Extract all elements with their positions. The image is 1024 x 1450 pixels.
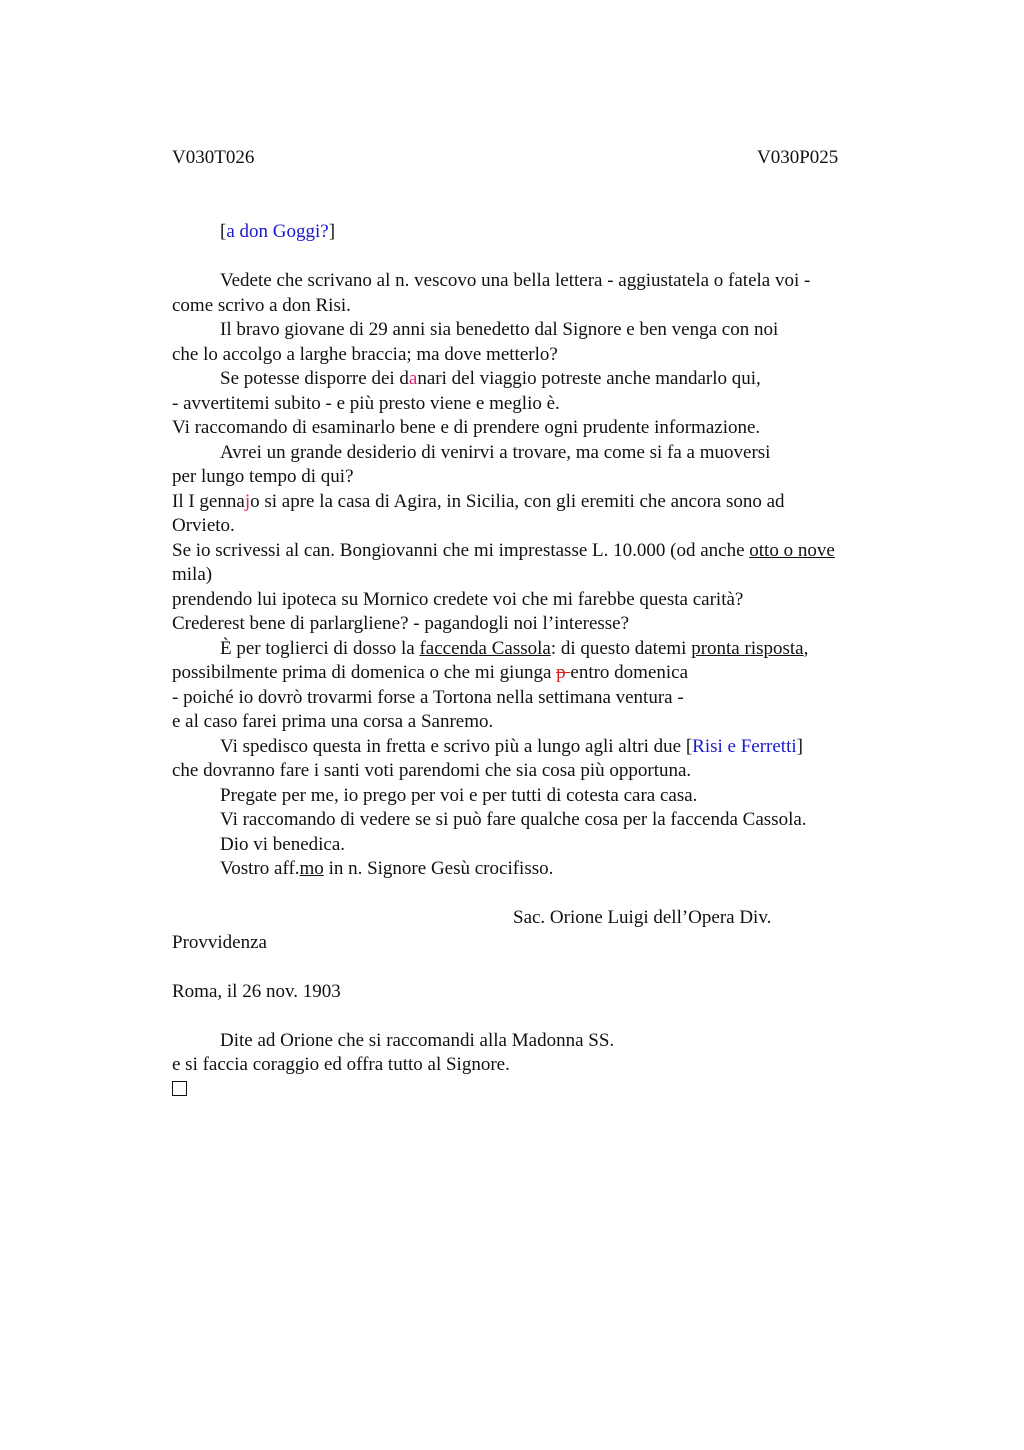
underlined-text: mo	[299, 858, 324, 879]
letter-line: e al caso farei prima una corsa a Sanremo.	[172, 711, 494, 732]
signature: Sac. Orione Luigi dell’Opera Div.	[513, 907, 772, 928]
letter-line	[172, 857, 902, 882]
correction-letter: a	[408, 368, 418, 389]
text-span: ,	[803, 637, 809, 659]
correction-letter: j	[244, 490, 251, 512]
document-code-right: V030P025	[757, 147, 839, 168]
letter-line: Crederest bene di parlargliene? - pagandogli noi l’interesse?	[172, 613, 630, 634]
editorial-note: Risi e Ferretti	[692, 735, 797, 757]
letter-line: che lo accolgo a larghe braccia; ma dove metterlo?	[172, 343, 558, 365]
deleted-text: p	[556, 662, 571, 683]
recipient-line	[172, 220, 902, 245]
letter-line: come scrivo a don Risi.	[172, 294, 351, 316]
bracket-close: ]	[328, 221, 336, 242]
letter-date: Roma, il 26 nov. 1903	[172, 980, 341, 1002]
letter-line: Vi raccomando di vedere se si può fare qualche cosa per la faccenda Cassola.	[220, 809, 807, 830]
underlined-text: faccenda Cassola	[419, 637, 551, 659]
text-span: possibilmente prima di domenica o che mi giunga	[172, 662, 557, 683]
text-span: Se io scrivessi al can. Bongiovanni che mi imprestasse L. 10.000 (od anche	[172, 539, 750, 561]
text-span: : di questo datemi	[550, 637, 692, 659]
text-span: entro domenica	[570, 662, 689, 683]
letter-line	[172, 661, 902, 686]
letter-line	[172, 490, 902, 515]
postscript-line: e si faccia coraggio ed offra tutto al Signore.	[172, 1054, 510, 1075]
letter-line: Pregate per me, io prego per voi e per tutti di cotesta cara casa.	[220, 784, 698, 806]
text-span: È per toglierci di dosso la	[220, 637, 420, 659]
letter-line	[172, 367, 902, 392]
letter-body	[172, 220, 902, 1102]
letter-line: - avvertitemi subito - e più presto viene e meglio è.	[172, 392, 560, 414]
text-span: Il I genna	[172, 490, 245, 512]
letter-line: per lungo tempo di qui?	[172, 466, 354, 487]
text-span: o si apre la casa di Agira, in Sicilia, con gli eremiti che ancora sono ad	[250, 490, 785, 512]
underlined-text: otto o nove	[749, 539, 835, 561]
bracket-open: [	[220, 221, 227, 242]
postscript-line: Dite ad Orione che si raccomandi alla Madonna SS.	[220, 1029, 615, 1051]
letter-line: mila)	[172, 564, 213, 585]
letter-line	[172, 539, 902, 564]
letter-line	[172, 735, 902, 760]
end-box-icon	[172, 1081, 187, 1096]
letter-line: Orvieto.	[172, 515, 235, 536]
text-span: ]	[796, 735, 803, 757]
text-span: Vostro aff.	[220, 858, 300, 879]
text-span: in n. Signore Gesù crocifisso.	[323, 858, 554, 879]
recipient-name: a don Goggi?	[226, 221, 329, 242]
signature-continuation: Provvidenza	[172, 931, 267, 953]
end-marker-line	[172, 1078, 902, 1103]
text-span: Vi spedisco questa in fretta e scrivo più a lungo agli altri due [	[220, 735, 693, 757]
text-span: Se potesse disporre dei d	[220, 368, 409, 389]
letter-line: Vedete che scrivano al n. vescovo una bella lettera - aggiustatela o fatela voi -	[220, 270, 811, 291]
letter-line: prendendo lui ipoteca su Mornico credete voi che mi farebbe questa carità?	[172, 588, 744, 610]
document-code-left: V030T026	[172, 147, 255, 168]
letter-line: Vi raccomando di esaminarlo bene e di prendere ogni prudente informazione.	[172, 417, 761, 438]
letter-line: Avrei un grande desiderio di venirvi a trovare, ma come si fa a muoversi	[220, 441, 771, 463]
letter-line: Il bravo giovane di 29 anni sia benedetto dal Signore e ben venga con noi	[220, 319, 779, 340]
letter-line: che dovranno fare i santi voti parendomi che sia cosa più opportuna.	[172, 760, 692, 781]
text-span: nari del viaggio potreste anche mandarlo qui,	[417, 368, 761, 389]
letter-line	[172, 637, 902, 662]
letter-line: Dio vi benedica.	[220, 833, 346, 855]
letter-line: - poiché io dovrò trovarmi forse a Tortona nella settimana ventura -	[172, 686, 684, 708]
underlined-text: pronta risposta	[691, 637, 804, 659]
